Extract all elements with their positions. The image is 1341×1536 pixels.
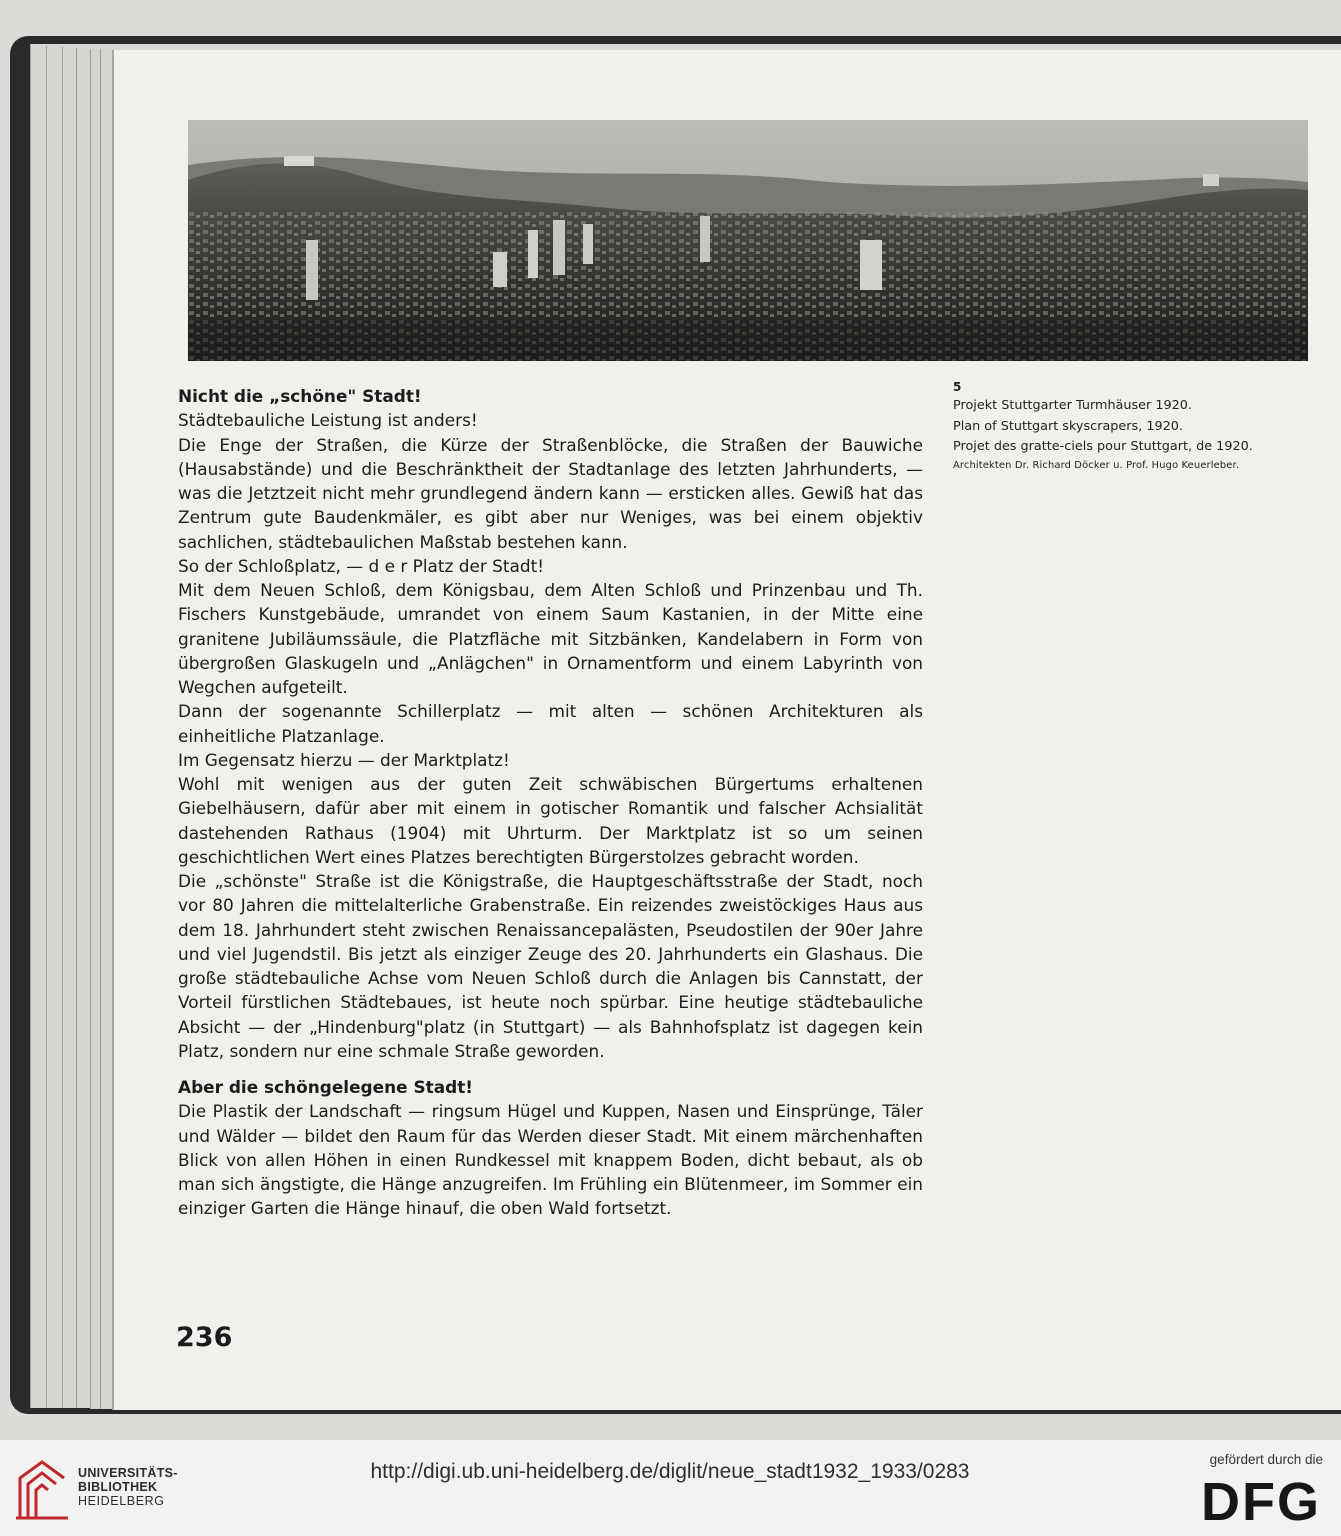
permalink-url[interactable]: http://digi.ub.uni-heidelberg.de/diglit/neue_stadt1932_1933/0283 <box>370 1460 970 1483</box>
funding-note: gefördert durch die <box>1209 1452 1323 1467</box>
paragraph: Die Enge der Straßen, die Kürze der Straßenblöcke, die Straßen der Bauwiche (Hausabstände) und die Beschränktheit der Stadtanlage des letzten Jahrhunderts, — was die Jetztzeit nicht mehr grundlegend ändern kann — ersticken alles. Gewiß hat das Zentrum gute Baudenkmäler, es gibt aber nur Weniges, was bei einem objektiv sachlichen, städtebaulichen Maßstab bestehen kann. <box>178 434 923 552</box>
paragraph: Mit dem Neuen Schloß, dem Königsbau, dem Alten Schloß und Prinzenbau und Th. Fischers Kunstgebäude, umrandet von einem Saum Kastanien, in der Mitte eine granitene Jubiläumssäule, die Platzfläche mit Sitzbänken, Kandelabern in Form von übergroßen Glaskugeln und „Anlägchen" in Ornamentform und einem Labyrinth von Wegchen aufgeteilt. <box>178 580 923 697</box>
paragraph: Dann der sogenannte Schillerplatz — mit alten — schönen Architekturen als einheitliche Platzanlage. <box>178 701 923 746</box>
paragraph: Die „schönste" Straße ist die Königstraße, die Hauptgeschäftsstraße der Stadt, noch vor 80 Jahren die mittelalterliche Grabenstraße. Ein reizendes zweistöckiges Haus aus dem 18. Jahrhundert steht zwischen Renaissancepalästen, Pseudostilen der 90er Jahre und viel Jugendstil. Bis jetzt als einziger Zeuge des 20. Jahrhunderts ein Glashaus. Die große städtebauliche Achse vom Neuen Schloß durch die Anlagen bis Cannstatt, der Vorteil fürstlichen Städtebaues, ist heute noch spürbar. Eine heutige städtebauliche Absicht — der „Hindenburg"platz (in Stuttgart) — als Bahnhofsplatz ist dagegen kein Platz, sondern nur eine schmale Straße geworden. <box>178 871 923 1061</box>
article-heading: Aber die schöngelegene Stadt! <box>178 1077 473 1097</box>
dfg-logo: DFG <box>1201 1472 1321 1532</box>
paragraph: Wohl mit wenigen aus der guten Zeit schwäbischen Bürgertums erhaltenen Giebelhäusern, dafür aber mit einem in gotischer Romantik und falscher Achsialität dastehenden Rathaus (1904) mit Uhrturm. Der Marktplatz ist so um seinen geschichtlichen Wert eines Platzes berechtigten Bürgerstolzes gebracht worden. <box>178 774 923 867</box>
city-panorama-photo <box>188 120 1308 361</box>
article-heading: Nicht die „schöne" Stadt! <box>178 386 422 406</box>
figure-caption <box>953 378 1318 474</box>
caption-architects: Architekten Dr. Richard Döcker u. Prof. Hugo Keuerleber. <box>953 459 1240 471</box>
caption-line-german: Projekt Stuttgarter Turmhäuser 1920. <box>953 398 1193 413</box>
paragraph: Im Gegensatz hierzu — der Marktplatz! <box>178 749 510 770</box>
university-library-logo-icon <box>12 1456 72 1522</box>
paragraph: So der Schloßplatz, — d e r Platz der Stadt! <box>178 555 544 576</box>
caption-line-english: Plan of Stuttgart skyscrapers, 1920. <box>953 418 1183 434</box>
article-body <box>178 384 923 1221</box>
page-number: 236 <box>176 1322 233 1353</box>
university-library-name: UNIVERSITÄTS- BIBLIOTHEK HEIDELBERG <box>78 1466 178 1508</box>
paragraph: Städtebauliche Leistung ist anders! <box>178 410 478 431</box>
paragraph: Die Plastik der Landschaft — ringsum Hügel und Kuppen, Nasen und Einsprünge, Täler und Wälder — bildet den Raum für das Werden dieser Stadt. Mit einem märchenhaften Blick von allen Höhen in einen Rundkessel mit knappem Boden, dicht bebaut, als ob man sich ängstigte, die Hänge anzugreifen. Im Frühling ein Blütenmeer, im Sommer ein einziger Garten die Hänge hinauf, die oben Wald fortsetzt. <box>178 1101 923 1219</box>
viewer-footer <box>0 1440 1341 1536</box>
caption-line-french: Projet des gratte-ciels pour Stuttgart, de 1920. <box>953 439 1253 454</box>
figure-number: 5 <box>953 380 962 394</box>
